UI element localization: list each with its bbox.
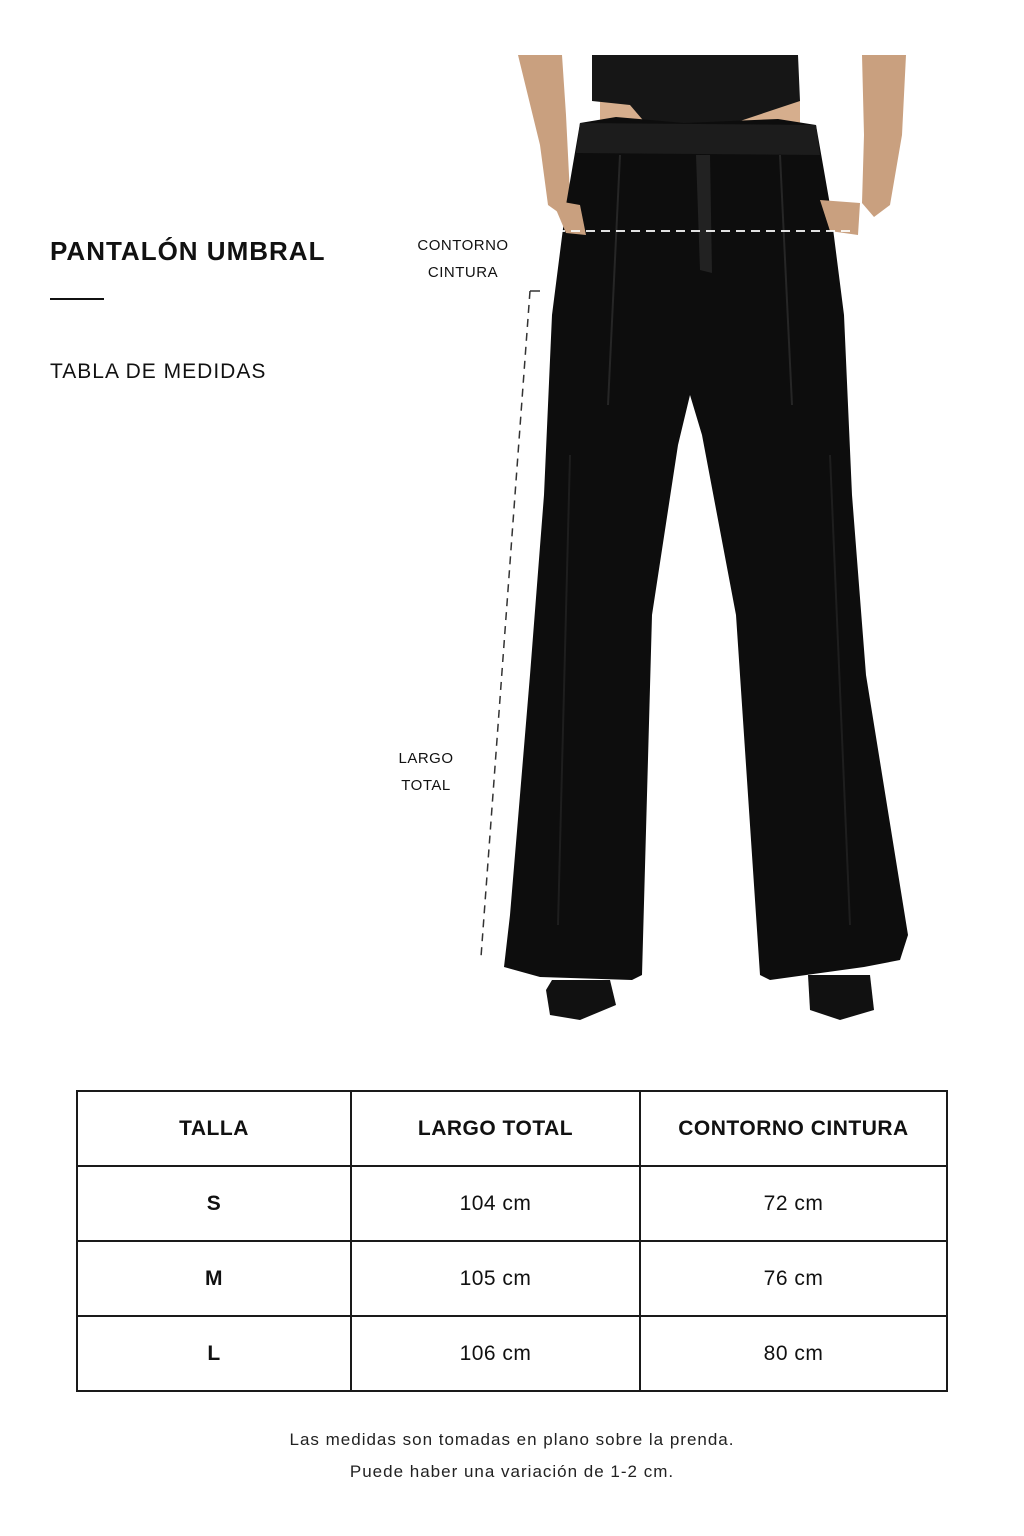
right-arm (862, 55, 906, 217)
waist-label-line-1: CONTORNO (417, 237, 509, 254)
length-cell: 105 cm (351, 1241, 640, 1316)
waist-cell: 72 cm (640, 1166, 947, 1241)
note-line-1: Las medidas son tomadas en plano sobre la prenda. (289, 1430, 735, 1449)
table-row (77, 1316, 947, 1391)
length-label-line-2: TOTAL (401, 777, 451, 794)
waist-label-line-2: CINTURA (427, 264, 499, 281)
table-header-row (77, 1091, 947, 1166)
left-shoe (546, 980, 616, 1020)
title-underline (50, 298, 104, 300)
table-row (77, 1166, 947, 1241)
size-table (76, 1090, 948, 1392)
size-cell: M (77, 1241, 351, 1316)
header-contorno-cintura: CONTORNO CINTURA (640, 1091, 947, 1166)
note-line-2: Puede haber una variación de 1-2 cm. (349, 1462, 675, 1481)
size-cell: S (77, 1166, 351, 1241)
length-cell: 106 cm (351, 1316, 640, 1391)
left-arm (518, 55, 570, 215)
waistband (576, 123, 820, 155)
table-row (77, 1241, 947, 1316)
trousers-figure (470, 55, 940, 1035)
measurement-notes (0, 1424, 1024, 1488)
page-subtitle: TABLA DE MEDIDAS (50, 360, 267, 383)
right-shoe (808, 975, 874, 1020)
waist-cell: 76 cm (640, 1241, 947, 1316)
length-label-line-1: LARGO (398, 750, 454, 767)
header-largo-total: LARGO TOTAL (351, 1091, 640, 1166)
size-cell: L (77, 1316, 351, 1391)
header-talla: TALLA (77, 1091, 351, 1166)
page-title: PANTALÓN UMBRAL (50, 236, 326, 266)
length-cell: 104 cm (351, 1166, 640, 1241)
waist-cell: 80 cm (640, 1316, 947, 1391)
